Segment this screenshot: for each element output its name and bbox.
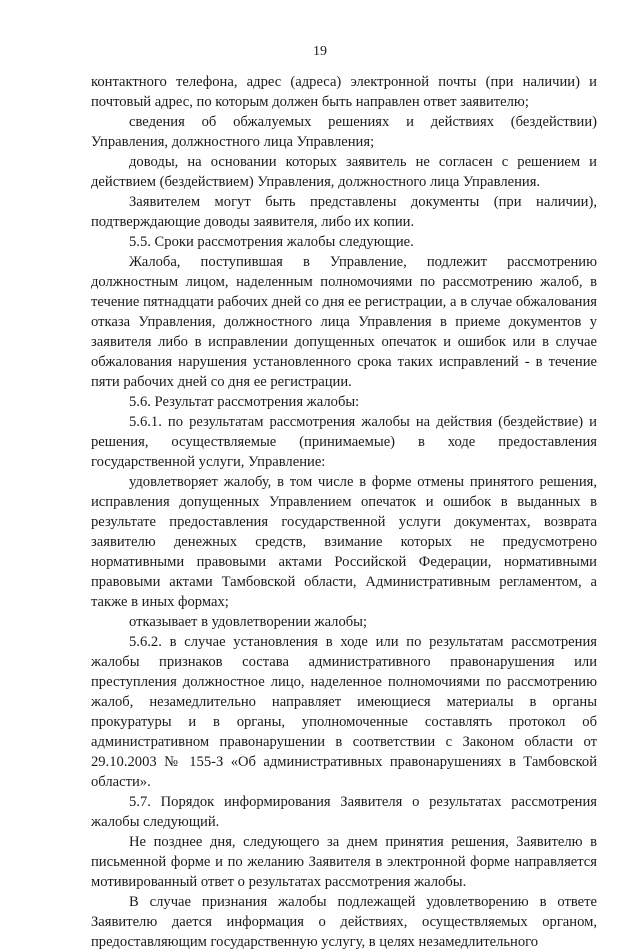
section-heading: 5.7. Порядок информирования Заявителя о результатах рассмотрения жалобы следующий. <box>91 794 597 830</box>
document-body <box>91 72 597 952</box>
paragraph: Жалоба, поступившая в Управление, подлежит рассмотрению должностным лицом, наделенным полномочиями по рассмотрению жалоб, в течение пятнадцати рабочих дней со дня ее регистрации, а в случае обжалования отказа Управления, должностного лица Управления в приеме документов у заявителя либо в исправлении допущенных опечаток и ошибок или в случае обжалования нарушения установленного срока таких исправлений - в течение пяти рабочих дней со дня ее регистрации. <box>91 254 597 390</box>
paragraph: сведения об обжалуемых решениях и действиях (бездействии) Управления, должностного лица Управления; <box>91 114 597 150</box>
section-heading: 5.5. Сроки рассмотрения жалобы следующие. <box>129 234 414 250</box>
paragraph: В случае признания жалобы подлежащей удовлетворению в ответе Заявителю дается информация о действиях, осуществляемых органом, предоставляющим государственную услугу, в целях незамедлительного <box>91 894 597 950</box>
paragraph: 5.6.1. по результатам рассмотрения жалобы на действия (бездействие) и решения, осуществляемые (принимаемые) в ходе предоставления государственной услуги, Управление: <box>91 414 597 470</box>
paragraph: 5.6.2. в случае установления в ходе или по результатам рассмотрения жалобы признаков состава административного правонарушения или преступления должностное лицо, наделенное полномочиями по рассмотрению жалоб, незамедлительно направляет имеющиеся материалы в органы прокуратуры и в органы, уполномоченные составлять протокол об административном правонарушении в соответствии с Законом области от 29.10.2003 № 155-З «Об административных правонарушениях в Тамбовской области». <box>91 634 597 790</box>
paragraph: доводы, на основании которых заявитель не согласен с решением и действием (бездействием) Управления, должностного лица Управления. <box>91 154 597 190</box>
paragraph: контактного телефона, адрес (адреса) электронной почты (при наличии) и почтовый адрес, по которым должен быть направлен ответ заявителю; <box>91 74 597 110</box>
section-heading: 5.6. Результат рассмотрения жалобы: <box>129 394 360 410</box>
page-number: 19 <box>313 44 327 59</box>
paragraph: отказывает в удовлетворении жалобы; <box>129 614 368 630</box>
paragraph: Не позднее дня, следующего за днем принятия решения, Заявителю в письменной форме и по желанию Заявителя в электронной форме направляется мотивированный ответ о результатах рассмотрения жалобы. <box>91 834 597 890</box>
paragraph: удовлетворяет жалобу, в том числе в форме отмены принятого решения, исправления допущенных Управлением опечаток и ошибок в выданных в результате предоставления государственной услуги документах, возврата заявителю денежных средств, взимание которых не предусмотрено нормативными правовыми актами Российской Федерации, нормативными правовыми актами Тамбовской области, Административным регламентом, а также в иных формах; <box>91 474 597 610</box>
paragraph: Заявителем могут быть представлены документы (при наличии), подтверждающие доводы заявителя, либо их копии. <box>91 194 597 230</box>
